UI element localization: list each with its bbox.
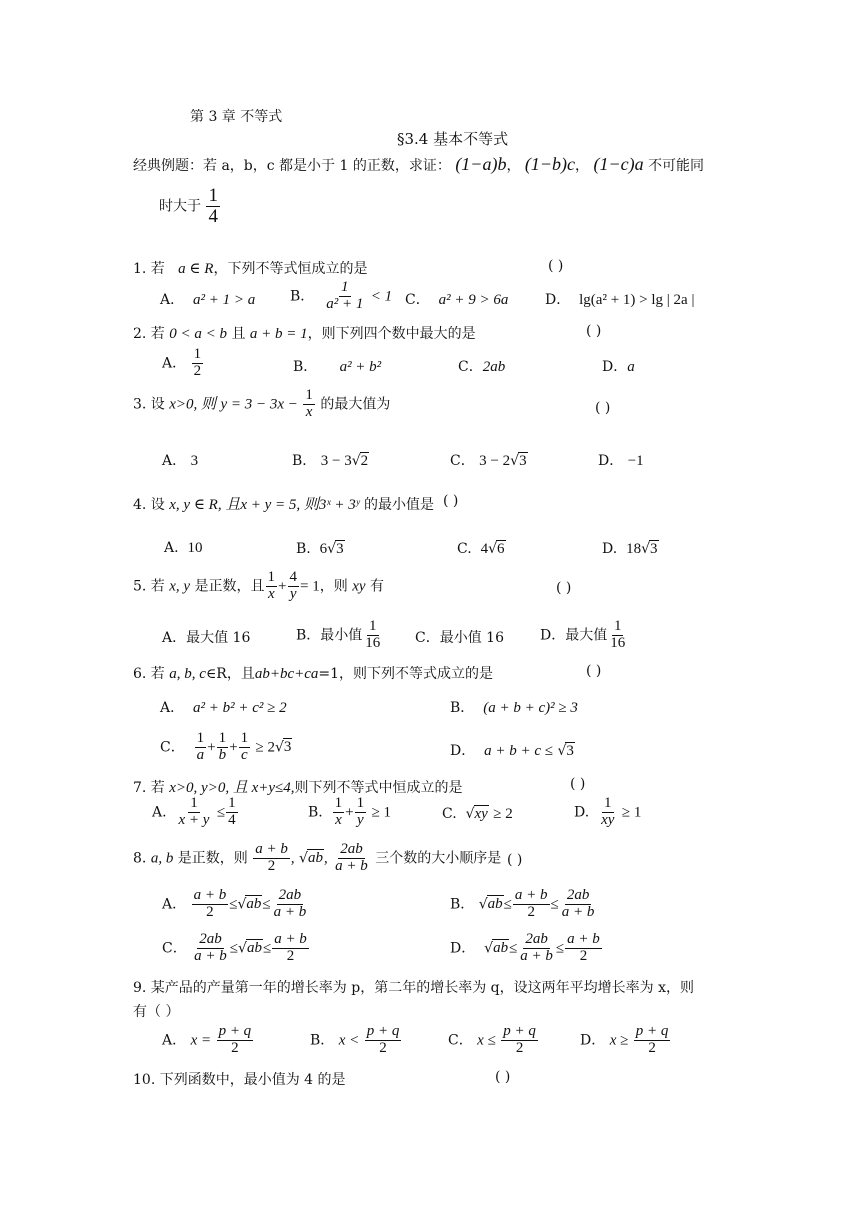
example-line-1 bbox=[133, 154, 704, 175]
q3-answer-paren: ( ) bbox=[595, 400, 611, 416]
question-5: 5. 若 x, y 是正数，且 $\frac{1}{x}$ + $\frac{4}{y}$ = 1，则 xy 有 bbox=[133, 569, 384, 602]
q4-option-c: C. 4√6 bbox=[457, 541, 505, 557]
q6-answer-paren: ( ) bbox=[586, 663, 602, 679]
q5-option-b: B．最小值 $\frac{1}{16}$ bbox=[296, 618, 381, 651]
example-expr-3: (1−c)a bbox=[593, 154, 644, 174]
q3-option-b: B． 3 − 3√2 bbox=[292, 453, 369, 469]
example-expr-1: (1−a)b bbox=[455, 154, 507, 174]
q8-option-d: D． √ab≤ $\frac{2ab}{a + b}$ ≤ $\frac{a + b}{2}$ bbox=[450, 931, 600, 964]
section-title: §3.4 基本不等式 bbox=[397, 130, 509, 148]
question-9-line-2: 有（ ） bbox=[133, 1004, 180, 1020]
q6-option-d: D． a + b + c ≤ √3 bbox=[450, 743, 574, 759]
q7-option-a: A. $\frac{1}{x + y}$ ≤ $\frac{1}{4}$ bbox=[152, 795, 236, 828]
q1-answer-paren: ( ) bbox=[548, 258, 564, 274]
q2-option-d: D．a bbox=[602, 359, 635, 375]
q6-option-a: A． a² + b² + c² ≥ 2 bbox=[160, 700, 287, 716]
q3-option-a: A． 3 bbox=[162, 453, 199, 469]
q4-option-a: A. 10 bbox=[164, 540, 203, 556]
q5-option-d: D．最大值 $\frac{1}{16}$ bbox=[540, 618, 626, 651]
q10-answer-paren: ( ) bbox=[495, 1069, 511, 1085]
question-8: 8. a, b 是正数，则 $\frac{a + b}{2}$ , √ab, $\frac{2ab}{a + b}$ 三个数的大小顺序是 bbox=[133, 841, 502, 874]
q5-option-a: A．最大值 16 bbox=[162, 630, 251, 646]
q7-option-d: D. $\frac{1}{xy}$ ≥ 1 bbox=[574, 795, 642, 828]
q2-answer-paren: ( ) bbox=[586, 323, 602, 339]
example-line2-text: 时大于 bbox=[159, 198, 201, 215]
question-4: 4. 设 x, y ∈ R, 且x + y = 5, 则3ˣ + 3ʸ 的最小值是 bbox=[133, 497, 435, 513]
question-6: 6. 若 a, b, c∈R，且ab+bc+ca=1，则下列不等式成立的是 bbox=[133, 666, 494, 682]
sep-2: ， bbox=[575, 158, 590, 174]
question-7: 7. 若 x>0, y>0, 且 x+y≤4,则下列不等式中恒成立的是 bbox=[133, 780, 463, 796]
q3-option-c: C． 3 − 2√3 bbox=[450, 453, 527, 469]
example-prefix: 经典例题：若 a，b，c 都是小于 1 的正数，求证： bbox=[133, 158, 451, 174]
q9-option-d: D． x ≥ $\frac{p + q}{2}$ bbox=[580, 1023, 669, 1056]
q2-option-a: A． $\frac{1}{2}$ bbox=[162, 346, 202, 379]
q9-option-b: B． x < $\frac{p + q}{2}$ bbox=[310, 1023, 400, 1056]
q4-answer-paren: ( ) bbox=[443, 493, 459, 509]
q8-option-c: C． $\frac{2ab}{a + b}$ ≤√ab≤ $\frac{a + b}{2}$ bbox=[162, 931, 307, 964]
example-fraction: $\frac{1}{4}$ bbox=[208, 185, 218, 227]
question-2: 2. 若 0 < a < b 且 a + b = 1，则下列四个数中最大的是 bbox=[133, 326, 476, 342]
q6-option-c: C． $\frac{1}{a}$ + $\frac{1}{b}$ + $\frac{1}{c}$ ≥ 2√3 bbox=[160, 730, 292, 763]
q2-option-b: B． a² + b² bbox=[293, 359, 382, 375]
q1-option-a: A． a² + 1 > a bbox=[160, 292, 256, 308]
q5-answer-paren: ( ) bbox=[556, 580, 572, 596]
q9-option-c: C． x ≤ $\frac{p + q}{2}$ bbox=[448, 1023, 536, 1056]
sep-1: ， bbox=[506, 158, 521, 174]
q1-condition: a ∈ R bbox=[178, 261, 214, 277]
question-10: 10. 下列函数中，最小值为 4 的是 bbox=[133, 1072, 346, 1088]
question-1: 1. 若 a ∈ R，下列不等式恒成立的是 bbox=[133, 261, 368, 277]
q4-option-b: B. 6√3 bbox=[296, 541, 344, 557]
q1-option-c: C． a² + 9 > 6a bbox=[405, 292, 509, 308]
q7-answer-paren: ( ) bbox=[570, 776, 586, 792]
q8-answer-paren: ( ) bbox=[507, 852, 523, 868]
q2-option-c: C．2ab bbox=[458, 359, 506, 375]
q8-option-b: B． √ab≤ $\frac{a + b}{2}$ ≤ $\frac{2ab}{a + b}$ bbox=[450, 887, 595, 920]
q1-option-d: D． lg(a² + 1) > lg | 2a | bbox=[545, 292, 695, 308]
q9-option-a: A． x = $\frac{p + q}{2}$ bbox=[162, 1023, 252, 1056]
example-expr-2: (1−b)c bbox=[524, 154, 576, 174]
q3-option-d: D． −1 bbox=[598, 453, 644, 469]
q7-option-b: B. $\frac{1}{x}$ + $\frac{1}{y}$ ≥ 1 bbox=[308, 795, 392, 828]
q4-option-d: D. 18√3 bbox=[602, 541, 658, 557]
question-9-line-1: 9. 某产品的产量第一年的增长率为 p，第二年的增长率为 q，设这两年平均增长率为 x，则 bbox=[133, 980, 694, 996]
q5-option-c: C．最小值 16 bbox=[415, 630, 504, 646]
example-line-2 bbox=[159, 186, 221, 227]
example-suffix: 不可能同 bbox=[648, 158, 705, 174]
chapter-title: 第 3 章 不等式 bbox=[190, 109, 283, 125]
question-3: 3. 设 x>0, 则 y = 3 − 3x − $\frac{1}{x}$ 的最大值为 bbox=[133, 387, 391, 420]
q7-option-c: C. √xy ≥ 2 bbox=[442, 806, 513, 822]
q8-option-a: A． $\frac{a + b}{2}$ ≤√ab≤ $\frac{2ab}{a + b}$ bbox=[162, 887, 307, 920]
q6-option-b: B． (a + b + c)² ≥ 3 bbox=[450, 700, 578, 716]
q1-option-b: B． $\frac{1}{\text{a² + 1}}$ < 1 bbox=[290, 279, 393, 312]
